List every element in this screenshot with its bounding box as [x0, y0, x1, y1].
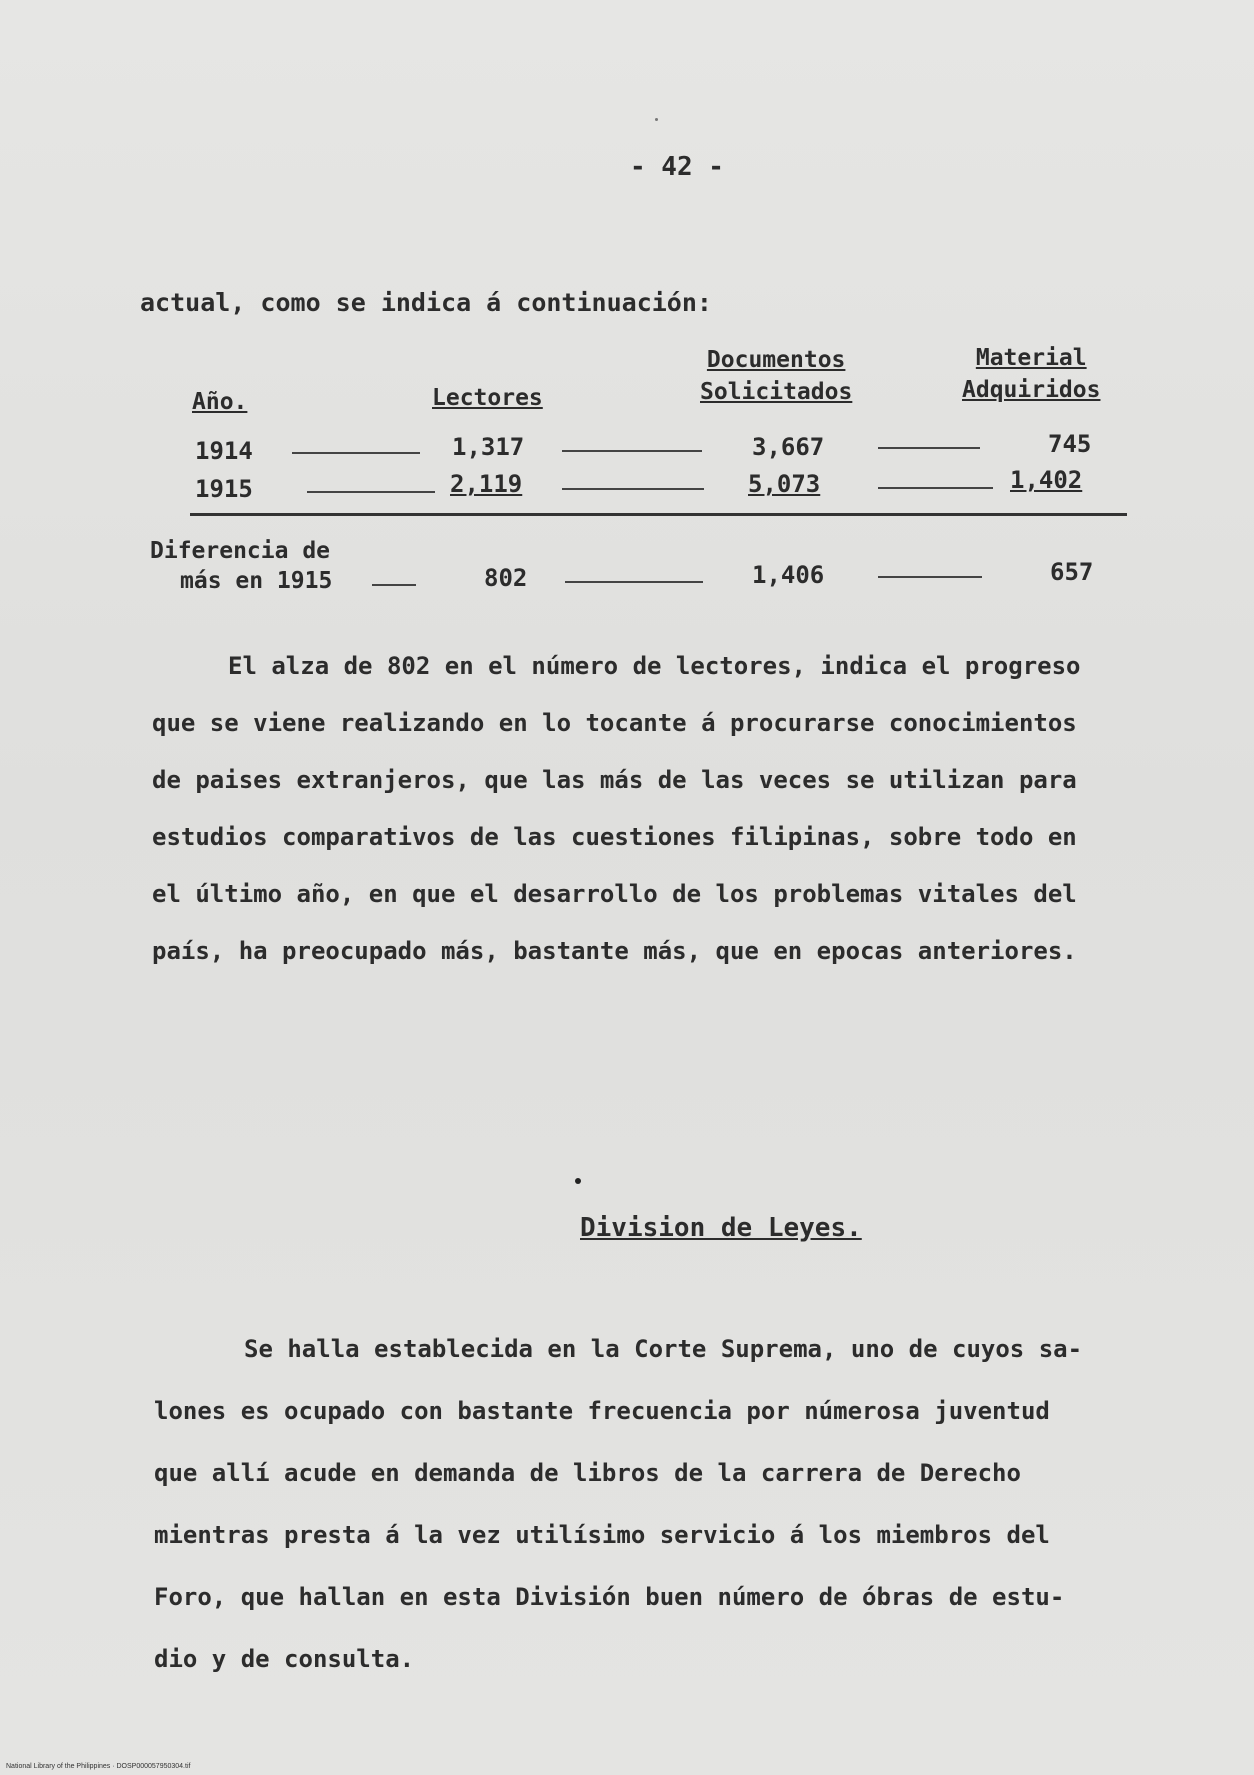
table-header-material [962, 342, 1100, 406]
paragraph-2-line: dio y de consulta. [154, 1645, 415, 1673]
ink-dot [575, 1178, 581, 1184]
footer-credit: National Library of the Philippines · DOSP000057950304.tif [6, 1763, 191, 1770]
difference-label-line1: Diferencia de [150, 538, 331, 564]
table-row-1914-year: 1914 [195, 437, 253, 465]
table-header-year: Año. [192, 389, 248, 415]
leader-line [878, 447, 980, 449]
intro-line: actual, como se indica á continuación: [140, 288, 712, 317]
paragraph-1-line: país, ha preocupado más, bastante más, que en epocas anteriores. [152, 937, 1077, 965]
paragraph-2-line: lones es ocupado con bastante frecuencia por númerosa juventud [154, 1397, 1050, 1425]
difference-material: 657 [1050, 558, 1094, 586]
table-row-1914-documents: 3,667 [752, 433, 825, 461]
paragraph-1 [152, 638, 1081, 980]
leader-line [878, 487, 993, 489]
leader-line [372, 584, 416, 586]
documents-header-line1: Documentos [706, 347, 846, 373]
table-total-rule [190, 513, 1127, 516]
material-header-line1: Material [975, 345, 1087, 371]
material-header-line2: Adquiridos [962, 377, 1101, 403]
table-row-1915-material: 1,402 [1010, 466, 1083, 494]
paragraph-1-line: El alza de 802 en el número de lectores, indica el progreso [228, 652, 1081, 680]
section-title: Division de Leyes. [580, 1213, 862, 1243]
documents-header-line2: Solicitados [700, 379, 853, 405]
leader-line [562, 450, 702, 452]
paragraph-2-line: Foro, que hallan en esta División buen número de óbras de estu- [154, 1583, 1065, 1611]
table-header-documents [700, 344, 852, 408]
leader-line [878, 576, 982, 578]
paragraph-1-line: el último año, en que el desarrollo de los problemas vitales del [152, 880, 1077, 908]
table-header-readers: Lectores [432, 385, 543, 411]
paragraph-2-line: mientras presta á la vez utilísimo servicio á los miembros del [154, 1521, 1050, 1549]
paragraph-2-line: Se halla establecida en la Corte Suprema, uno de cuyos sa- [244, 1335, 1083, 1363]
difference-readers: 802 [484, 564, 528, 592]
leader-line [292, 452, 420, 454]
page-number: - 42 - [630, 152, 724, 182]
paragraph-1-line: estudios comparativos de las cuestiones filipinas, sobre todo en [152, 823, 1077, 851]
leader-line [565, 581, 703, 583]
table-row-1915-year: 1915 [195, 475, 253, 503]
table-row-1915-readers: 2,119 [450, 470, 523, 498]
paragraph-2-line: que allí acude en demanda de libros de la carrera de Derecho [154, 1459, 1021, 1487]
paragraph-1-line: de paises extranjeros, que las más de las veces se utilizan para [152, 766, 1077, 794]
table-row-1914-readers: 1,317 [452, 433, 525, 461]
table-row-1915-documents: 5,073 [748, 470, 821, 498]
paragraph-1-line: que se viene realizando en lo tocante á procurarse conocimientos [152, 709, 1077, 737]
table-row-1914-material: 745 [1048, 430, 1092, 458]
difference-documents: 1,406 [752, 561, 825, 589]
leader-line [307, 491, 435, 493]
speck [655, 118, 658, 121]
difference-label-line2: más en 1915 [180, 568, 333, 594]
paragraph-2 [154, 1318, 1082, 1690]
leader-line [562, 488, 704, 490]
